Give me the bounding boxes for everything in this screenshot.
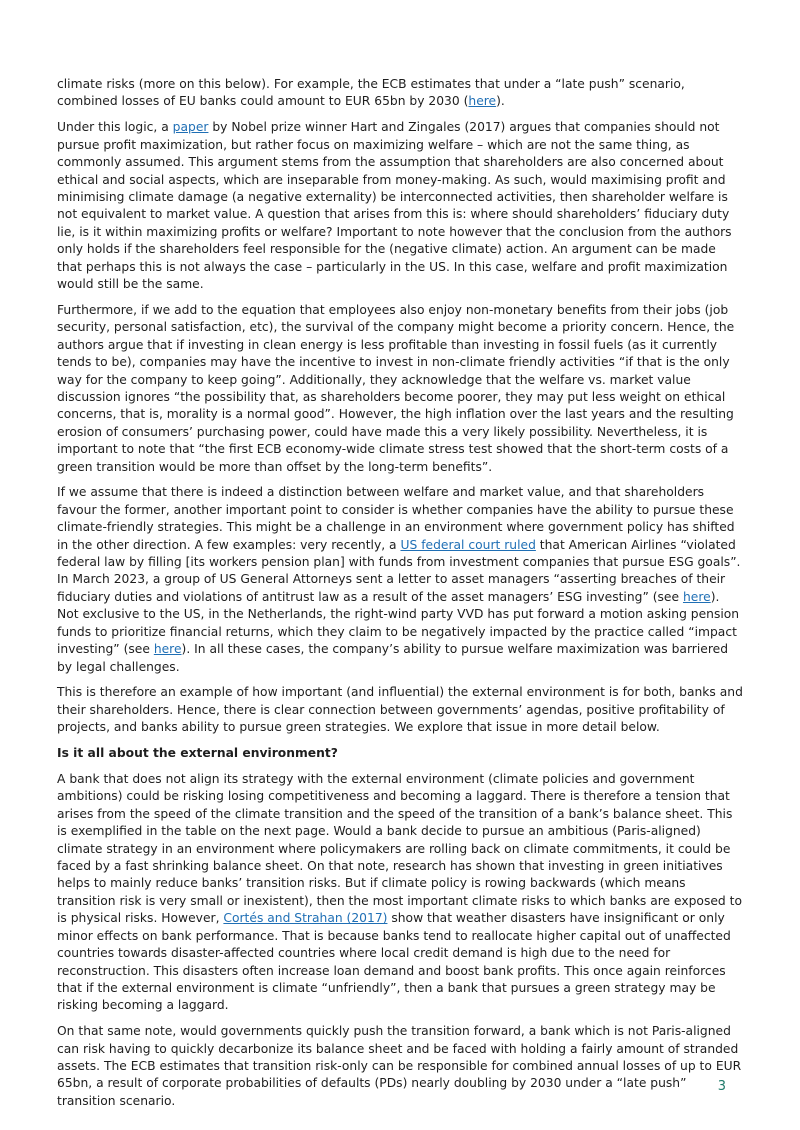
text-span: ). In all these cases, the company’s ability to pursue welfare maximization was barriered by legal challenges. bbox=[57, 642, 728, 674]
paragraph-climate-risks bbox=[57, 76, 743, 111]
text-span: ). bbox=[496, 94, 505, 109]
link-here-ecb-losses[interactable]: here bbox=[468, 94, 497, 109]
paragraph-welfare-market-value bbox=[57, 484, 743, 675]
text-span: A bank that does not align its strategy with the external environment (climate policies and government ambitions) could be risking losing competitiveness and becoming a laggard. There is therefore a tension that arises from the speed of the climate transition and the speed of the transition of a bank’s balance sheet. This is exemplified in the table on the next page. Would a bank decide to pursue an ambitious (Paris-aligned) climate strategy in an environment where policymakers are rolling back on climate commitments, it could be faced by a fast shrinking balance sheet. On that note, research has shown that investing in green initiatives helps to mainly reduce banks’ transition risks. But if climate policy is rowing backwards (which means transition risk is very small or inexistent), then the most important climate risks to which banks are exposed to is physical risks. However, bbox=[57, 772, 742, 926]
text-span: If we assume that there is indeed a distinction between welfare and market value, and that shareholders favour the former, another important point to consider is whether companies have the ability to pursue these climate-friendly strategies. This might be a challenge in an environment where government policy has shifted in the other direction. A few examples: very recently, a bbox=[57, 485, 735, 552]
paragraph-employees-benefits bbox=[57, 302, 743, 476]
text-span: climate risks (more on this below). For example, the ECB estimates that under a “late push” scenario, combined losses of EU banks could amount to EUR 65bn by 2030 ( bbox=[57, 77, 685, 109]
section-heading: Is it all about the external environment? bbox=[57, 746, 338, 761]
text-span: Furthermore, if we add to the equation that employees also enjoy non-monetary benefits from their jobs (job security, personal satisfaction, etc), the survival of the company might become a priority concern. Hence, the authors argue that if investing in clean energy is less profitable than investing in fossil fuels (as it currently tends to be), companies may have the incentive to invest in non-climate friendly activities “if that is the only way for the company to keep going”. Additionally, they acknowledge that the welfare vs. market value discussion ignores “the possibility that, as shareholders become poorer, they may put less weight on ethical concerns, that is, morality is a normal good”. However, the high inflation over the last years and the resulting erosion of consumers’ purchasing power, could have made this a very likely possibility. Nevertheless, it is important to note that “the first ECB economy-wide climate stress test showed that the short-term costs of a green transition would be more than offset by the long-term benefits”. bbox=[57, 302, 735, 474]
link-us-federal-court-ruled[interactable]: US federal court ruled bbox=[400, 537, 536, 552]
text-span: by Nobel prize winner Hart and Zingales (2017) argues that companies should not pursue profit maximization, but rather focus on maximizing welfare – which are not the same thing, as commonly assumed. This argument stems from the assumption that shareholders are also concerned about ethical and social aspects, which are inseparable from money-making. As such, would maximising profit and minimising climate damage (a negative externality) be interconnected activities, then shareholder welfare is not equivalent to market value. A question that arises from this is: where should shareholders’ fiduciary duty lie, is it within maximizing profits or welfare? Important to note however that the conclusion from the authors only holds if the shareholders feel responsible for the (negative climate) action. An argument can be made that perhaps this is not always the case – particularly in the US. In this case, welfare and profit maximization would still be the same. bbox=[57, 120, 732, 291]
paragraph-hart-zingales bbox=[57, 119, 743, 293]
link-paper[interactable]: paper bbox=[172, 120, 209, 135]
link-here-impact-investing[interactable]: here bbox=[153, 642, 182, 657]
text-span: ). Not exclusive to the US, in the Netherlands, the right-wind party VVD has put forward a motion asking pension funds to prioritize financial returns, which they claim to be negatively impacted by the practice called “impact investing” (see bbox=[57, 589, 740, 657]
page-number: 3 bbox=[717, 1079, 726, 1094]
paragraph-stranded-assets bbox=[57, 1023, 743, 1110]
text-span: Under this logic, a bbox=[57, 120, 173, 135]
paragraph-bank-strategy bbox=[57, 771, 743, 1015]
text-span: show that weather disasters have insignificant or only minor effects on bank performance. That is because banks tend to reallocate higher capital out of unaffected countries towards disaster-affected countries where local credit demand is high due to the need for reconstruction. This disasters often increase loan demand and boost bank profits. This once again reinforces that if the external environment is climate “unfriendly”, then a bank that pursues a green strategy may be risking becoming a laggard. bbox=[57, 911, 731, 1013]
link-here-attorneys-letter[interactable]: here bbox=[682, 589, 711, 604]
text-span: that American Airlines “violated federal law by filling [its workers pension plan] with funds from investment companies that pursue ESG goals”. In March 2023, a group of US General Attorneys sent a letter to asset managers “asserting breaches of their fiduciary duties and violations of antitrust law as a result of the asset managers’ ESG investing” (see bbox=[57, 537, 741, 604]
paragraph-external-environment bbox=[57, 684, 743, 736]
text-span: This is therefore an example of how important (and influential) the external environment is for both, banks and their shareholders. Hence, there is clear connection between governments’ agendas, positive profitability of projects, and banks ability to pursue green strategies. We explore that issue in more detail below. bbox=[57, 685, 743, 735]
text-span: On that same note, would governments quickly push the transition forward, a bank which is not Paris-aligned can risk having to quickly decarbonize its balance sheet and be faced with holding a fairly amount of stranded assets. The ECB estimates that transition risk-only can be responsible for combined annual losses of up to EUR 65bn, a result of corporate probabilities of defaults (PDs) nearly doubling by 2030 under a “late push” transition scenario. bbox=[57, 1024, 742, 1108]
link-cortes-strahan[interactable]: Cortés and Strahan (2017) bbox=[223, 911, 388, 926]
